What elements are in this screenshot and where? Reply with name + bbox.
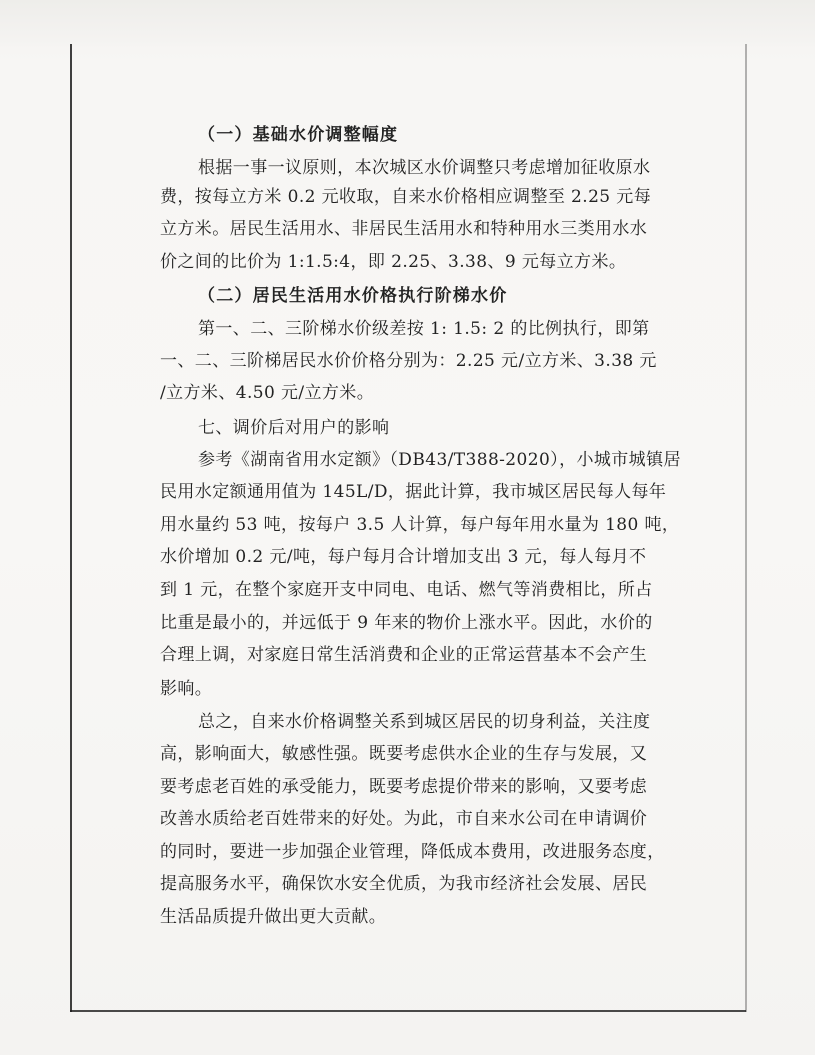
- paragraph-line: 费，按每立方米 0.2 元收取，自来水价格相应调整至 2.25 元每: [160, 187, 652, 207]
- paragraph-line: 一、二、三阶梯居民水价价格分别为：2.25 元/立方米、3.38 元: [160, 351, 657, 371]
- paragraph-line: 比重是最小的，并远低于 9 年来的物价上涨水平。因此，水价的: [160, 613, 653, 633]
- paragraph-line: 生活品质提升做出更大贡献。: [160, 907, 387, 927]
- left-page-border: [70, 44, 72, 1012]
- paragraph-line: 的同时，要进一步加强企业管理，降低成本费用，改进服务态度，: [160, 842, 665, 862]
- section-heading-tiered-price: （二）居民生活用水价格执行阶梯水价: [198, 286, 508, 306]
- paragraph-line: 改善水质给老百姓带来的好处。为此，市自来水公司在申请调价: [160, 809, 648, 829]
- paragraph-line: 高，影响面大，敏感性强。既要考虑供水企业的生存与发展，又: [160, 744, 648, 764]
- section-heading-basic-water-price: （一）基础水价调整幅度: [198, 125, 399, 145]
- paragraph-line: 到 1 元，在整个家庭开支中同电、电话、燃气等消费相比，所占: [160, 580, 653, 600]
- paragraph-line: 参考《湖南省用水定额》（DB43/T388-2020），小城市城镇居: [198, 450, 681, 470]
- paragraph-line: 提高服务水平，确保饮水安全优质，为我市经济社会发展、居民: [160, 874, 648, 894]
- paragraph-line: /立方米、4.50 元/立方米。: [160, 383, 375, 403]
- paragraph-line: 立方米。居民生活用水、非居民生活用水和特种用水三类用水水: [160, 219, 648, 239]
- page-top-shadow: [0, 0, 815, 46]
- paragraph-line: 影响。: [160, 679, 213, 699]
- paragraph-line: 民用水定额通用值为 145L/D，据此计算，我市城区居民每人每年: [160, 482, 667, 502]
- right-page-border: [745, 44, 747, 1012]
- paragraph-line: 价之间的比价为 1:1.5:4，即 2.25、3.38、9 元每立方米。: [160, 252, 627, 272]
- paragraph-line: 第一、二、三阶梯水价级差按 1: 1.5: 2 的比例执行，即第: [198, 319, 650, 339]
- section-heading-impact: 七、调价后对用户的影响: [198, 418, 390, 438]
- paragraph-line: 要考虑老百姓的承受能力，既要考虑提价带来的影响，又要考虑: [160, 777, 648, 797]
- paragraph-line: 根据一事一议原则，本次城区水价调整只考虑增加征收原水: [198, 158, 651, 178]
- bottom-page-border: [70, 1010, 746, 1012]
- paragraph-line: 合理上调，对家庭日常生活消费和企业的正常运营基本不会产生: [160, 645, 648, 665]
- paragraph-line: 总之，自来水价格调整关系到城区居民的切身利益，关注度: [198, 712, 651, 732]
- paragraph-line: 水价增加 0.2 元/吨，每户每月合计增加支出 3 元，每人每月不: [160, 547, 647, 567]
- paragraph-line: 用水量约 53 吨，按每户 3.5 人计算，每户每年用水量为 180 吨，: [160, 515, 680, 535]
